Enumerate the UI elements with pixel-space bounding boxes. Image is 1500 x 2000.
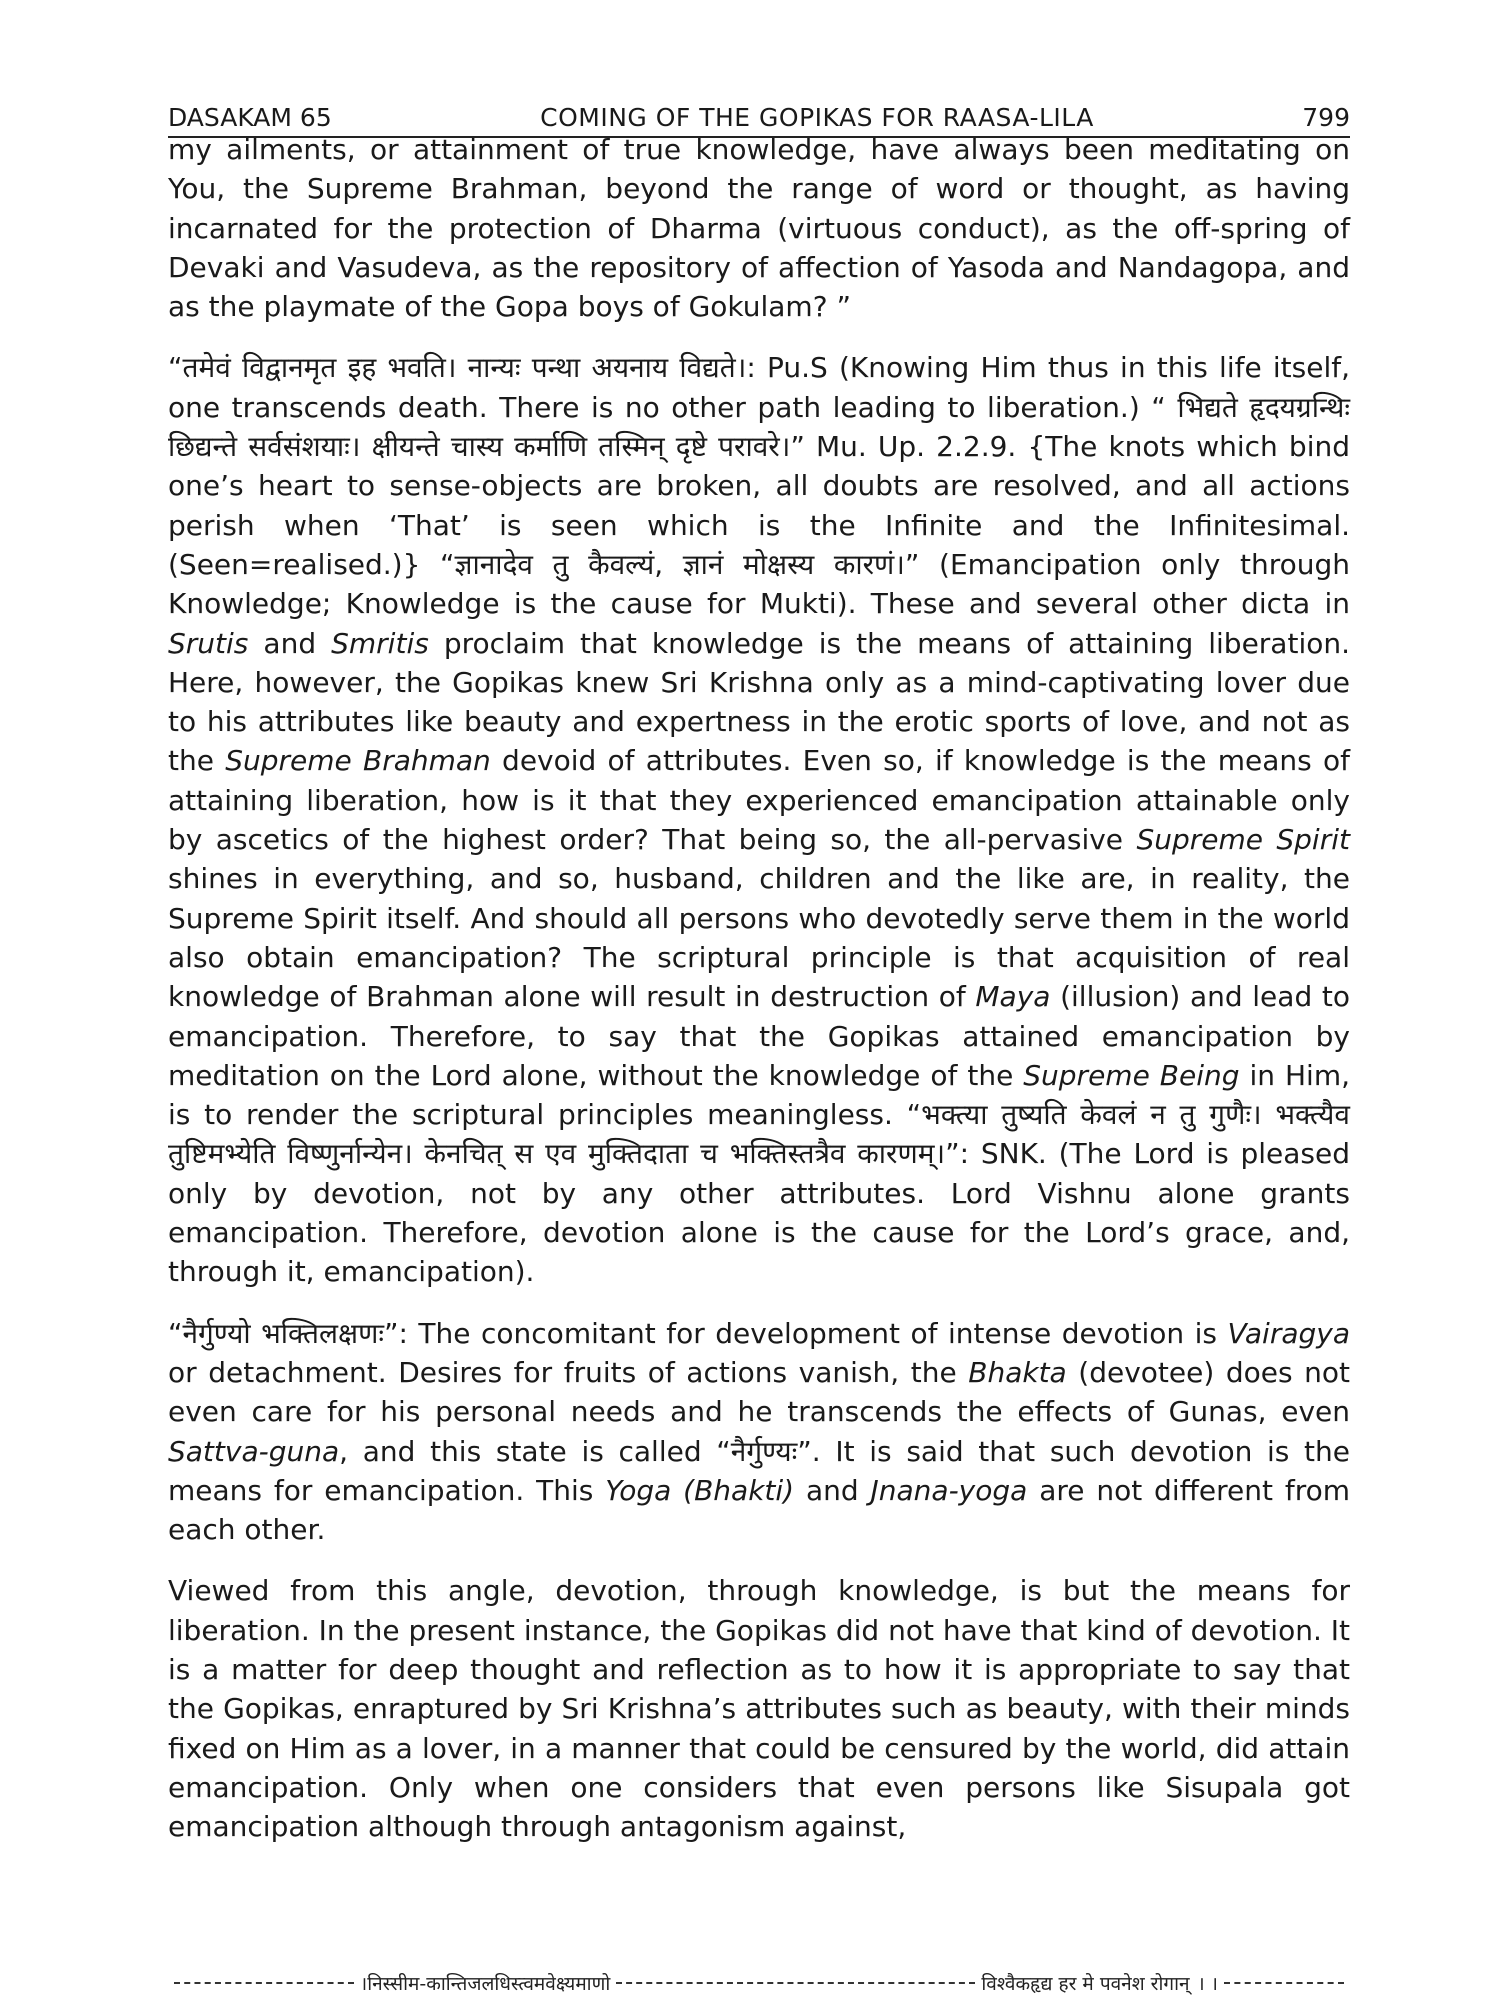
text-run: or detachment. Desires for fruits of actions vanish, the [168,1355,969,1389]
italic-term: Sattva-guna [168,1434,340,1468]
footer-verse-part1: ।निस्सीम-कान्तिजलधिस्त्वमवेक्ष्यमाणो [360,1973,611,1995]
italic-term: Jnana-yoga [870,1473,1028,1507]
text-run: , and this state is called “नैर्गुण्यः”. It is said that such devotion is the means for emancipation. This [168,1434,1350,1507]
text-run: (illusion) and lead to emancipation. Therefore, to say that the Gopikas attained emancipation by meditation on the Lord alone, without the knowledge of the [168,980,1350,1092]
text-run: shines in everything, and so, husband, children and the like are, in reality, the Supreme Spirit itself. And should all persons who devotedly serve them in the world also obtain emancipation? The scriptural principle is that acquisition of real knowledge of Brahman alone will result in destruction of [168,862,1350,1014]
italic-term: Yoga (Bhakti) [605,1473,795,1507]
italic-term: Srutis [168,626,249,660]
text-run: proclaim that knowledge is the means of attaining liberation. Here, however, the Gopikas knew Sri Krishna only as a mind-captivating lover due to his attributes like beauty and expertness in the erotic sports of love, and not as the [168,626,1350,778]
paragraph [168,1314,1350,1550]
chapter-label: DASAKAM 65 [168,103,332,132]
italic-term: Vairagya [1227,1316,1350,1350]
text-run: “नैर्गुण्यो भक्तिलक्षणः”: The concomitant for development of intense devotion is [168,1316,1228,1350]
italic-term: Supreme Spirit [1136,823,1350,857]
text-run: “तमेवं विद्वानमृत इह भवति। नान्यः पन्था अयनाय विद्यते।: Pu.S (Knowing Him thus in this life itself, one transcends death. There is no other path leading to liberation.) “ भिद्यते हृदयग्रन्थिः छिद्यन्ते सर्वसंशयाः। क्षीयन्ते चास्य कर्माणि तस्मिन् दृष्टे परावरे।” Mu. Up. 2.2.9. {The knots which bind one’s heart to sense-objects are broken, all doubts are resolved, and all actions perish when ‘That’ is seen which is the Infinite and the Infinitesimal. (Seen=realised.)} “ज्ञानादेव तु कैवल्यं, ज्ञानं मोक्षस्य कारणं।” (Emancipation only through Knowledge; Knowledge is the cause for Mukti). These and several other dicta in [168,351,1351,621]
footer-verse [168,1970,1350,1996]
text-run: (devotee) does not even care for his personal needs and he transcends the effects of Gunas, even [168,1355,1350,1429]
paragraph [168,348,1350,1291]
italic-term: Supreme Being [1023,1058,1240,1092]
paragraph [168,1571,1350,1846]
footer-rule-left [174,1982,354,1984]
text-run: in Him, is to render the scriptural principles meaningless. “भक्त्या तुष्यति केवलं न तु गुणैः। भक्त्यैव तुष्टिमभ्येति विष्णुर्नान्येन। केनचित् स एव मुक्तिदाता च भक्तिस्तत्रैव कारणम्।”: SNK. (The Lord is pleased only by devotion, not by any other attributes. Lord Vishnu alone grants emancipation. Therefore, devotion alone is the cause for the Lord’s grace, and, through it, emancipation). [168,1058,1350,1289]
text-run: and [794,1473,871,1507]
footer-rule-middle [616,1982,975,1984]
italic-term: Maya [975,980,1051,1014]
italic-term: Supreme Brahman [225,744,491,778]
text-run: Viewed from this angle, devotion, through knowledge, is but the means for liberation. In the present instance, the Gopikas did not have that kind of devotion. It is a matter for deep thought and reflection as to how it is appropriate to say that the Gopikas, enraptured by Sri Krishna’s attributes such as beauty, with their minds fixed on Him as a lover, in a manner that could be censured by the world, did attain emancipation. Only when one considers that even persons like Sisupala got emancipation although through antagonism against, [168,1574,1350,1844]
text-run: and [248,626,332,660]
paragraph [168,130,1350,326]
italic-term: Smritis [331,626,429,660]
footer-rule-right [1224,1982,1344,1984]
chapter-title: COMING OF THE GOPIKAS FOR RAASA-LILA [540,103,1094,132]
footer-verse-part3: । । [1197,1973,1218,1995]
footer-verse-part2: विश्वैकहृद्य हर मे पवनेश रोगान् [981,1973,1190,1995]
italic-term: Bhakta [968,1355,1067,1389]
text-run: devoid of attributes. Even so, if knowledge is the means of attaining liberation, how is it that they experienced emancipation attainable only by ascetics of the highest order? That being so, the all-pervasive [168,744,1350,857]
page-body [168,130,1350,1846]
page-number: 799 [1302,103,1350,132]
text-run: are not different from each other. [168,1473,1350,1547]
text-run: my ailments, or attainment of true knowledge, have always been meditating on You, the Supreme Brahman, beyond the range of word or thought, as having incarnated for the protection of Dharma (virtuous conduct), as the off-spring of Devaki and Vasudeva, as the repository of affection of Yasoda and Nandagopa, and as the playmate of the Gopa boys of Gokulam? ” [168,133,1350,324]
